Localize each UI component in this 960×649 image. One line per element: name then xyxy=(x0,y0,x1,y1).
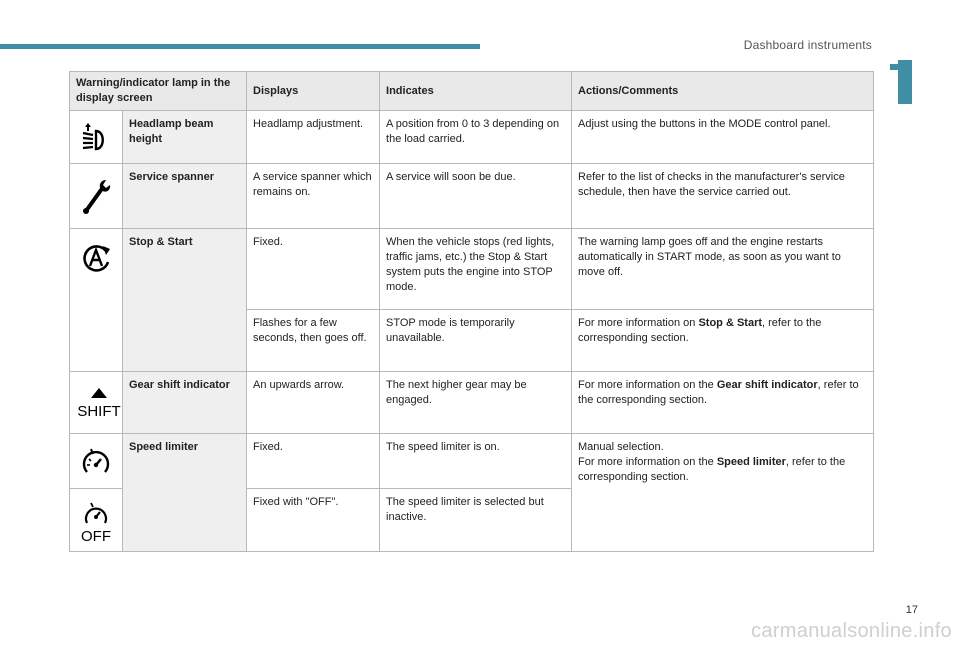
page-number: 17 xyxy=(905,604,918,616)
actions-text: For more information on the xyxy=(578,456,717,468)
chapter-marker xyxy=(890,58,918,106)
speed-limiter-icon xyxy=(79,446,113,480)
watermark: carmanualsonline.info xyxy=(751,620,952,642)
lamp-name-stop-start: Stop & Start xyxy=(123,229,247,372)
column-header-indicates: Indicates xyxy=(380,72,572,111)
displays-speed-limiter-off: Fixed with "OFF". xyxy=(247,489,380,552)
actions-gear-shift xyxy=(572,372,874,434)
gear-shift-icon-label: SHIFT xyxy=(77,403,121,420)
displays-stop-start-fixed: Fixed. xyxy=(247,229,380,310)
actions-text: For more information on xyxy=(578,317,699,329)
chapter-number-bar xyxy=(898,60,912,104)
displays-headlamp: Headlamp adjustment. xyxy=(247,111,380,164)
gear-shift-icon-cell xyxy=(70,372,123,434)
table-row-service-spanner xyxy=(70,164,874,229)
speed-limiter-off-label: OFF xyxy=(81,528,111,545)
column-header-lamp: Warning/indicator lamp in the display screen xyxy=(70,72,247,111)
actions-stop-start-fixed: The warning lamp goes off and the engine restarts automatically in START mode, as soon as you want to move off. xyxy=(572,229,874,310)
warning-lamp-table xyxy=(69,71,874,552)
table-row-headlamp xyxy=(70,111,874,164)
actions-stop-start-flashing xyxy=(572,310,874,372)
displays-gear-shift: An upwards arrow. xyxy=(247,372,380,434)
lamp-name-service-spanner: Service spanner xyxy=(123,164,247,229)
table-row-stop-start-fixed xyxy=(70,229,874,310)
actions-speed-limiter xyxy=(572,434,874,552)
column-header-actions: Actions/Comments xyxy=(572,72,874,111)
actions-text: , refer to the corresponding section. xyxy=(578,456,846,483)
displays-speed-limiter-fixed: Fixed. xyxy=(247,434,380,489)
gear-shift-indicator-icon xyxy=(76,384,122,420)
column-header-displays: Displays xyxy=(247,72,380,111)
lamp-name-speed-limiter: Speed limiter xyxy=(123,434,247,552)
actions-text: For more information on the xyxy=(578,379,717,391)
service-spanner-icon-cell xyxy=(70,164,123,229)
indicates-speed-limiter-fixed: The speed limiter is on. xyxy=(380,434,572,489)
chapter-number-flag xyxy=(890,64,900,70)
headlamp-beam-height-icon-cell xyxy=(70,111,123,164)
headlamp-beam-height-icon xyxy=(79,123,113,157)
speed-limiter-icon-cell xyxy=(70,434,123,489)
actions-bold-text: Speed limiter xyxy=(716,456,786,468)
actions-text: Manual selection. xyxy=(578,441,664,453)
stop-start-icon-cell xyxy=(70,229,123,372)
top-accent-bar xyxy=(0,44,480,49)
actions-text: , refer to the corresponding section. xyxy=(578,317,822,344)
lamp-name-gear-shift: Gear shift indicator xyxy=(123,372,247,434)
indicates-stop-start-fixed: When the vehicle stops (red lights, traffic jams, etc.) the Stop & Start system puts the engine into STOP mode. xyxy=(380,229,572,310)
indicates-service-spanner: A service will soon be due. xyxy=(380,164,572,229)
actions-headlamp: Adjust using the buttons in the MODE control panel. xyxy=(572,111,874,164)
lamp-name-headlamp: Headlamp beam height xyxy=(123,111,247,164)
table-row-speed-limiter-fixed xyxy=(70,434,874,489)
displays-service-spanner: A service spanner which remains on. xyxy=(247,164,380,229)
actions-service-spanner: Refer to the list of checks in the manufacturer's service schedule, then have the service carried out. xyxy=(572,164,874,229)
stop-start-icon xyxy=(79,241,113,275)
indicates-speed-limiter-off: The speed limiter is selected but inactive. xyxy=(380,489,572,552)
service-spanner-icon xyxy=(79,176,113,216)
displays-stop-start-flashing: Flashes for a few seconds, then goes off. xyxy=(247,310,380,372)
table-row-gear-shift xyxy=(70,372,874,434)
indicates-stop-start-flashing: STOP mode is temporarily unavailable. xyxy=(380,310,572,372)
speed-limiter-off-icon xyxy=(76,501,116,545)
actions-bold-text: Gear shift indicator xyxy=(716,379,818,391)
section-title: Dashboard instruments xyxy=(743,38,872,52)
actions-bold-text: Stop & Start xyxy=(698,317,763,329)
table-header-row xyxy=(70,72,874,111)
speed-limiter-off-icon-cell xyxy=(70,489,123,552)
indicates-gear-shift: The next higher gear may be engaged. xyxy=(380,372,572,434)
indicates-headlamp: A position from 0 to 3 depending on the load carried. xyxy=(380,111,572,164)
actions-text: , refer to the corresponding section. xyxy=(578,379,859,406)
